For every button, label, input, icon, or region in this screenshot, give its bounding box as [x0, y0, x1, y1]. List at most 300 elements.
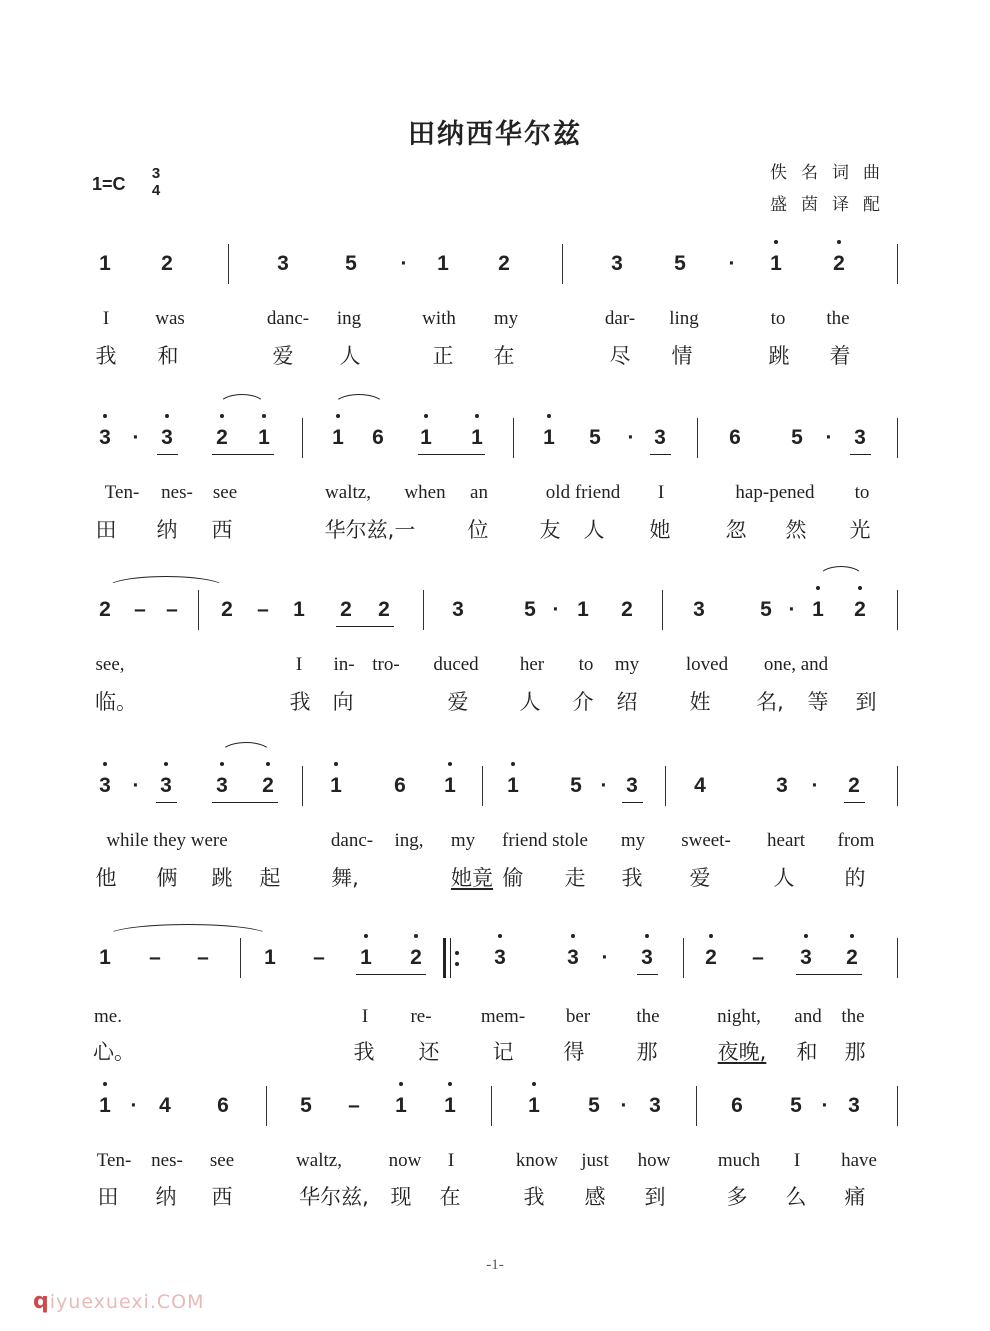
note: 3	[452, 598, 464, 621]
note-value: 3	[800, 946, 812, 969]
note: 5	[570, 774, 582, 797]
lyric-cn: 我	[95, 344, 117, 368]
octave-dot	[262, 414, 266, 418]
system-6-notation	[0, 1086, 990, 1126]
lyric-cn: 绍	[616, 690, 638, 714]
repeat-thin-line	[450, 938, 451, 978]
note	[327, 418, 349, 458]
octave-dot	[475, 414, 479, 418]
octave-dot	[511, 762, 515, 766]
note	[466, 418, 488, 458]
tie	[106, 924, 270, 936]
lyric-cn: 她竟	[451, 866, 493, 890]
octave-dot	[547, 414, 551, 418]
note	[562, 938, 584, 978]
octave-dot	[424, 414, 428, 418]
lyric-en: I	[447, 1150, 455, 1171]
system-4-notation	[0, 766, 990, 806]
lyric-en: nes-	[151, 1150, 183, 1171]
note: 5	[345, 252, 357, 275]
lyric-en: friend stole	[501, 830, 589, 851]
credit-translator: 盛茵译配	[770, 195, 894, 215]
lyric-cn: 爱	[689, 866, 711, 890]
lyric-cn: 西	[211, 518, 233, 542]
note	[807, 590, 829, 630]
lyric-cn: 介	[572, 690, 594, 714]
dot: ·	[400, 252, 408, 275]
underline	[157, 454, 178, 455]
lyric-cn: 我	[289, 690, 311, 714]
dot: ·	[620, 1094, 628, 1117]
lyric-en: ing	[336, 308, 362, 329]
note	[439, 766, 461, 806]
note	[849, 590, 871, 630]
lyric-cn: 那	[844, 1040, 866, 1064]
note	[700, 938, 722, 978]
lyric-en: the	[636, 1006, 660, 1027]
lyric-en: one, and	[763, 654, 829, 675]
note	[636, 938, 658, 978]
barline	[897, 938, 898, 978]
barline	[302, 766, 303, 806]
note: 6	[731, 1094, 743, 1117]
lyric-en: to	[578, 654, 594, 675]
octave-dot	[498, 934, 502, 938]
note-value: 2	[705, 946, 717, 969]
barline	[897, 590, 898, 630]
underline	[212, 454, 274, 455]
lyric-cn: 情	[671, 344, 693, 368]
note	[841, 938, 863, 978]
lyric-cn: 西	[211, 1185, 233, 1209]
dot: ·	[825, 426, 833, 449]
lyric-cn: 正	[432, 344, 454, 368]
note: 5	[588, 1094, 600, 1117]
lyric-en: I	[657, 482, 665, 503]
note	[355, 938, 377, 978]
lyric-en: see	[212, 482, 238, 503]
song-title: 田纳西华尔兹	[408, 119, 582, 150]
note-value: 1	[99, 1094, 111, 1117]
lyric-en: from	[837, 830, 875, 851]
octave-dot	[103, 762, 107, 766]
barline	[662, 590, 663, 630]
note: 2	[498, 252, 510, 275]
dash: –	[348, 1094, 360, 1117]
lyric-en: waltz,	[296, 1150, 342, 1171]
lyric-cn: 她	[649, 518, 671, 542]
lyric-en: I	[793, 1150, 801, 1171]
lyric-en: with	[422, 308, 456, 329]
lyric-cn: 多	[726, 1185, 748, 1209]
note-value: 2	[216, 426, 228, 449]
system-4-lyrics-cn	[0, 862, 990, 902]
system-5-notation	[0, 938, 990, 978]
barline	[696, 1086, 697, 1126]
note	[439, 1086, 461, 1126]
lyric-en: to	[854, 482, 870, 503]
note-value: 1	[332, 426, 344, 449]
lyric-en: ling	[669, 308, 699, 329]
dot: ·	[601, 946, 609, 969]
note-value: 1	[395, 1094, 407, 1117]
system-2-lyrics-cn	[0, 514, 990, 554]
dot: ·	[811, 774, 819, 797]
lyric-en: me.	[94, 1006, 122, 1027]
lyric-cn: 到	[644, 1185, 666, 1209]
lyric-cn: 我	[353, 1040, 375, 1064]
lyric-cn: 光	[849, 518, 871, 542]
lyric-cn: 记	[492, 1040, 514, 1064]
note: 6	[394, 774, 406, 797]
system-3-notation	[0, 590, 990, 630]
lyric-cn: 还	[418, 1040, 440, 1064]
time-signature-bottom: 4	[151, 182, 161, 199]
octave-dot	[336, 414, 340, 418]
lyric-cn: 舞,	[331, 866, 359, 890]
lyric-en: waltz,	[325, 482, 371, 503]
dash: –	[149, 946, 161, 969]
note	[211, 766, 233, 806]
lyric-cn: 偷	[502, 866, 524, 890]
dash: –	[197, 946, 209, 969]
lyric-en: duced	[433, 654, 479, 675]
note: 3	[693, 598, 705, 621]
page-number: -1-	[486, 1257, 504, 1273]
system-6-lyrics-cn	[0, 1181, 990, 1221]
system-1-notation	[0, 244, 990, 284]
note-value: 1	[528, 1094, 540, 1117]
lyric-en: I	[102, 308, 110, 329]
underline	[212, 802, 278, 803]
barline	[897, 418, 898, 458]
lyric-cn: 忽	[725, 518, 747, 542]
octave-dot	[399, 1082, 403, 1086]
barline	[562, 244, 563, 284]
note	[94, 766, 116, 806]
system-3-lyrics-cn	[0, 686, 990, 726]
note-value: 1	[507, 774, 519, 797]
note	[253, 418, 275, 458]
lyric-cn: 临。	[95, 690, 137, 714]
lyric-cn: 和	[157, 344, 179, 368]
barline	[491, 1086, 492, 1126]
underline	[850, 454, 871, 455]
barline	[198, 590, 199, 630]
note	[94, 1086, 116, 1126]
note: 6	[729, 426, 741, 449]
lyric-cn: 么	[785, 1185, 807, 1209]
lyric-en: heart	[767, 830, 805, 851]
lyric-cn: 等	[807, 690, 829, 714]
note-value: 1	[444, 774, 456, 797]
lyric-cn: 华尔兹,	[299, 1185, 369, 1209]
note: 3	[776, 774, 788, 797]
lyric-en: my	[614, 654, 640, 675]
underline	[336, 626, 394, 627]
lyric-en: how	[637, 1150, 671, 1171]
note: 3	[649, 1094, 661, 1117]
lyric-cn: 在	[439, 1185, 461, 1209]
lyric-cn: 和	[796, 1040, 818, 1064]
watermark	[33, 1289, 205, 1314]
octave-dot	[448, 762, 452, 766]
note	[156, 418, 178, 458]
note: 5	[589, 426, 601, 449]
key-signature: 1=C	[92, 174, 126, 194]
slur	[220, 742, 272, 754]
note: 1	[99, 252, 111, 275]
lyric-en: sweet-	[681, 830, 731, 851]
watermark-logo-letter: q	[33, 1289, 50, 1314]
underline	[844, 802, 865, 803]
lyric-en: hap-pened	[735, 482, 815, 503]
note: 5	[790, 1094, 802, 1117]
lyric-en: ber	[565, 1006, 591, 1027]
note	[211, 418, 233, 458]
note-value: 3	[99, 426, 111, 449]
lyric-cn: 友	[539, 518, 561, 542]
lyric-en: while they were	[106, 830, 228, 851]
note-value: 3	[641, 946, 653, 969]
lyric-cn: 在	[493, 344, 515, 368]
dot: ·	[728, 252, 736, 275]
system-2-notation	[0, 418, 990, 458]
octave-dot	[364, 934, 368, 938]
dash: –	[313, 946, 325, 969]
note-value: 3	[99, 774, 111, 797]
lyric-cn: 夜晚,	[717, 1040, 767, 1064]
barline	[897, 766, 898, 806]
lyric-en: loved	[685, 654, 729, 675]
note-value: 3	[216, 774, 228, 797]
lyric-cn: 人	[339, 344, 361, 368]
note	[795, 938, 817, 978]
note: 2	[621, 598, 633, 621]
dash: –	[752, 946, 764, 969]
octave-dot	[850, 934, 854, 938]
note: 1	[293, 598, 305, 621]
lyric-en: tro-	[372, 654, 400, 675]
note-value: 2	[846, 946, 858, 969]
lyric-cn: 心。	[93, 1040, 135, 1064]
slur	[818, 566, 864, 578]
note: 6	[372, 426, 384, 449]
octave-dot	[774, 240, 778, 244]
lyric-en: the	[826, 308, 850, 329]
octave-dot	[334, 762, 338, 766]
lyric-en: much	[717, 1150, 761, 1171]
note	[523, 1086, 545, 1126]
lyric-cn: 姓	[689, 690, 711, 714]
dot: ·	[821, 1094, 829, 1117]
note	[502, 766, 524, 806]
lyric-cn: 然	[785, 518, 807, 542]
underline	[156, 802, 177, 803]
underline	[637, 974, 658, 975]
lyric-cn: 俩	[156, 866, 178, 890]
barline	[697, 418, 698, 458]
lyric-cn: 纳	[155, 1185, 177, 1209]
note-value: 1	[444, 1094, 456, 1117]
octave-dot	[103, 414, 107, 418]
lyric-en: the	[841, 1006, 865, 1027]
note: 5	[300, 1094, 312, 1117]
note: 2	[340, 598, 352, 621]
barline	[482, 766, 483, 806]
note-value: 1	[258, 426, 270, 449]
lyric-en: re-	[410, 1006, 432, 1027]
underline	[650, 454, 671, 455]
lyric-en: Ten-	[104, 482, 140, 503]
note: 1	[577, 598, 589, 621]
lyric-cn: 痛	[844, 1185, 866, 1209]
lyric-cn: 那	[636, 1040, 658, 1064]
lyric-en: when	[404, 482, 446, 503]
note-value: 2	[833, 252, 845, 275]
dot: ·	[600, 774, 608, 797]
note-value: 3	[160, 774, 172, 797]
note-value: 2	[854, 598, 866, 621]
lyric-cn: 跳	[768, 344, 790, 368]
lyric-cn: 得	[563, 1040, 585, 1064]
octave-dot	[804, 934, 808, 938]
note: 1	[264, 946, 276, 969]
lyric-cn: 人	[773, 866, 795, 890]
dash: –	[166, 598, 178, 621]
note	[828, 244, 850, 284]
lyric-en: now	[388, 1150, 422, 1171]
note	[538, 418, 560, 458]
lyric-cn: 爱	[447, 690, 469, 714]
credit-composer: 佚名词曲	[770, 163, 894, 183]
lyric-en: and	[794, 1006, 822, 1027]
lyric-en: Ten-	[96, 1150, 132, 1171]
note	[94, 418, 116, 458]
octave-dot	[414, 934, 418, 938]
lyric-en: my	[620, 830, 646, 851]
repeat-dot	[455, 951, 459, 955]
tie	[106, 576, 226, 588]
note-value: 1	[420, 426, 432, 449]
lyric-en: in-	[333, 654, 355, 675]
lyric-en: just	[581, 1150, 609, 1171]
note: 3	[626, 774, 638, 797]
lyric-cn: 爱	[272, 344, 294, 368]
note	[405, 938, 427, 978]
octave-dot	[165, 414, 169, 418]
note: 1	[437, 252, 449, 275]
note: 6	[217, 1094, 229, 1117]
note: 3	[611, 252, 623, 275]
lyric-en: her	[519, 654, 545, 675]
lyric-en: dar-	[604, 308, 636, 329]
note: 3	[654, 426, 666, 449]
lyric-cn: 人	[519, 690, 541, 714]
lyric-cn: 我	[523, 1185, 545, 1209]
lyric-en: danc-	[266, 308, 310, 329]
dot: ·	[132, 774, 140, 797]
lyric-en: ing,	[394, 830, 424, 851]
dot: ·	[130, 1094, 138, 1117]
note: 2	[221, 598, 233, 621]
lyric-cn: 尽	[609, 344, 631, 368]
lyric-cn: 纳	[156, 518, 178, 542]
dot: ·	[132, 426, 140, 449]
barline	[228, 244, 229, 284]
note-value: 1	[543, 426, 555, 449]
lyric-en: see	[209, 1150, 235, 1171]
note-value: 1	[812, 598, 824, 621]
note-value: 3	[567, 946, 579, 969]
dash: –	[257, 598, 269, 621]
note: 5	[760, 598, 772, 621]
slur	[218, 394, 266, 406]
note-value: 1	[770, 252, 782, 275]
octave-dot	[220, 414, 224, 418]
lyric-cn: 到	[855, 690, 877, 714]
lyric-cn: 感	[584, 1185, 606, 1209]
note: 3	[848, 1094, 860, 1117]
lyric-cn: 田	[95, 518, 117, 542]
note: 5	[791, 426, 803, 449]
underline	[622, 802, 643, 803]
note: 2	[378, 598, 390, 621]
barline	[240, 938, 241, 978]
lyric-cn: 着	[829, 344, 851, 368]
lyric-cn: 人	[583, 518, 605, 542]
dot: ·	[552, 598, 560, 621]
repeat-dot	[455, 962, 459, 966]
octave-dot	[266, 762, 270, 766]
octave-dot	[103, 1082, 107, 1086]
lyric-en: to	[770, 308, 786, 329]
octave-dot	[858, 586, 862, 590]
note	[489, 938, 511, 978]
note-value: 1	[471, 426, 483, 449]
dash: –	[134, 598, 146, 621]
lyric-cn: 的	[844, 866, 866, 890]
note-value: 3	[494, 946, 506, 969]
lyric-cn: 田	[97, 1185, 119, 1209]
note: 1	[99, 946, 111, 969]
lyric-en: see,	[95, 654, 125, 675]
time-signature	[148, 166, 164, 199]
lyric-cn: 向	[332, 690, 354, 714]
barline	[423, 590, 424, 630]
octave-dot	[645, 934, 649, 938]
barline	[897, 1086, 898, 1126]
note: 2	[848, 774, 860, 797]
note	[257, 766, 279, 806]
octave-dot	[220, 762, 224, 766]
note: 5	[674, 252, 686, 275]
octave-dot	[448, 1082, 452, 1086]
watermark-text: iyuexuexi.COM	[49, 1291, 205, 1313]
octave-dot	[837, 240, 841, 244]
lyric-en: my	[493, 308, 519, 329]
lyric-en: my	[450, 830, 476, 851]
lyric-en: danc-	[330, 830, 374, 851]
note: 3	[854, 426, 866, 449]
note: 4	[159, 1094, 171, 1117]
barline	[897, 244, 898, 284]
note	[325, 766, 347, 806]
note	[765, 244, 787, 284]
note: 4	[694, 774, 706, 797]
lyric-cn: 我	[621, 866, 643, 890]
note-value: 2	[410, 946, 422, 969]
